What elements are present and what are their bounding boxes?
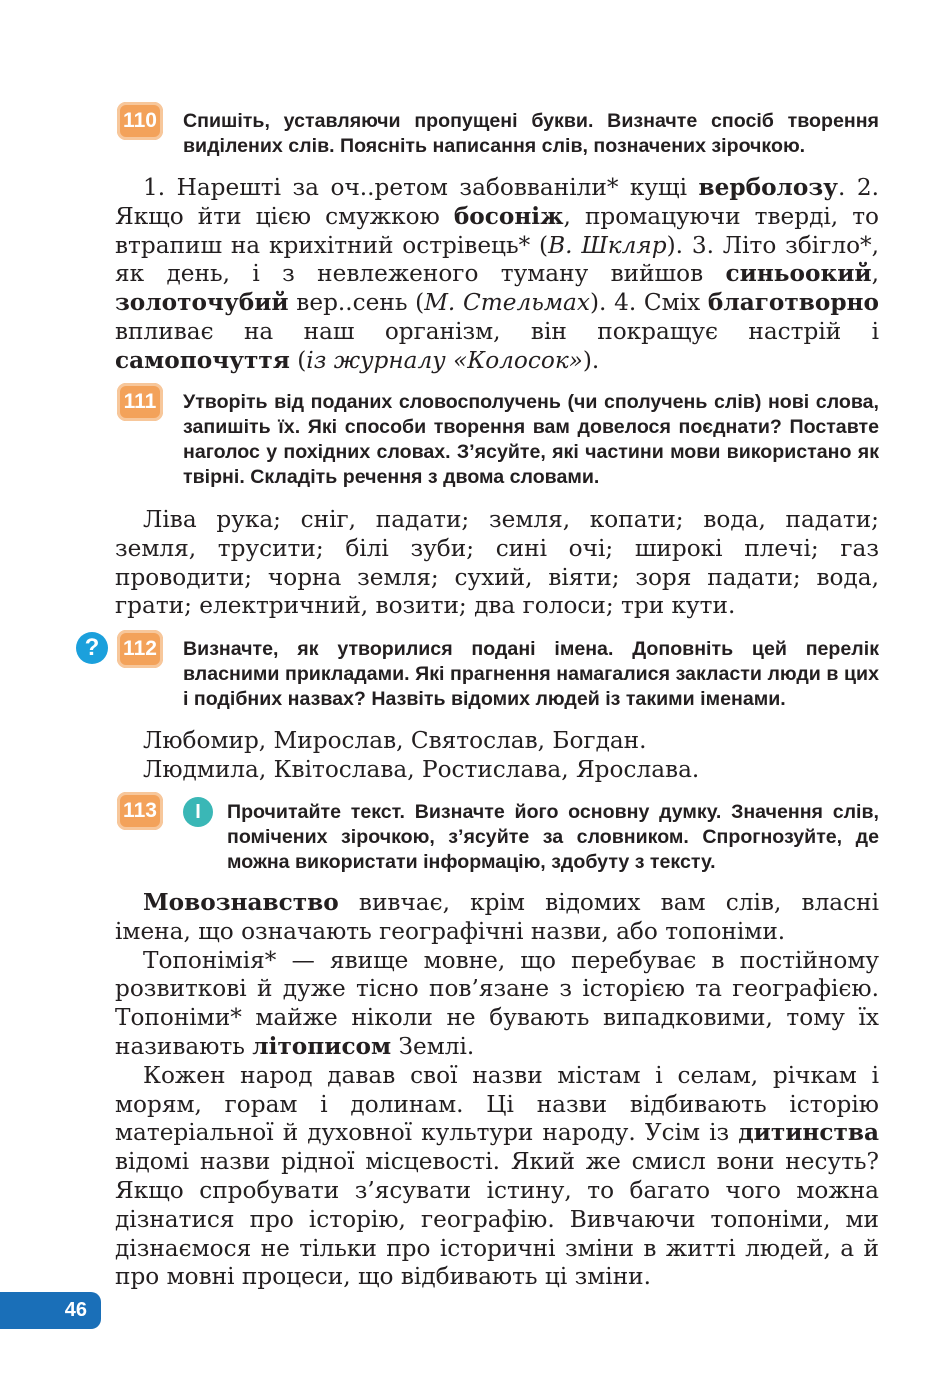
text-run: впливає на наш організм, він покращує настрій і bbox=[115, 317, 879, 345]
info-icon: І bbox=[183, 797, 213, 827]
names-line: Любомир, Мирослав, Святослав, Богдан. bbox=[143, 727, 647, 754]
bold-word: літописом bbox=[252, 1032, 392, 1060]
page-number bbox=[0, 1292, 101, 1329]
task-instruction: Утворіть від поданих словосполучень (чи сполучень слів) нові слова, запишіть їх. Які способи творення вам довелося поєднати? Поставте наголос у похідних словах. З’ясуйте, які частини мови використано як твірні. Складіть речення з двома словами. bbox=[183, 391, 879, 488]
text-run: Кожен народ давав свої назви містам і селам, річкам і морям, горам і долинам. Ці назви відбивають історію матеріальної й духовної культури народу. Усім із bbox=[115, 1061, 879, 1147]
text-run: , промацуючи тверді, то втрапиш на крихітний острівець* ( bbox=[115, 202, 879, 259]
text-run: Землі. bbox=[391, 1032, 475, 1060]
text-run: . 2. Якщо йти цією смужкою bbox=[115, 174, 879, 230]
page-number-label: 46 bbox=[64, 1299, 87, 1321]
task-number-badge: 113 bbox=[117, 792, 163, 830]
bold-word: босоніж bbox=[453, 202, 564, 230]
text-run: , bbox=[871, 260, 879, 288]
exercise-text bbox=[115, 506, 879, 621]
task-instruction: Спишіть, уставляючи пропущені букви. Визначте спосіб творення виділених слів. Поясніть написання слів, позначених зірочкою. bbox=[183, 110, 879, 157]
task-instruction: Прочитайте текст. Визначте його основну думку. Значення слів, помічених зірочкою, з’ясуйте за словником. Спрогнозуйте, де можна використати інформацію, здобуту з тексту. bbox=[227, 801, 879, 873]
bold-word: Мовознавство bbox=[143, 889, 339, 916]
text-run: вивчає, крім відомих вам слів, власні імена, що означають географічні назви, або топоніми. bbox=[115, 889, 879, 945]
question-icon: ? bbox=[76, 632, 108, 664]
bold-word: синьоокий bbox=[725, 260, 872, 288]
text-run: 1. Нарешті за оч..ретом забовваніли* кущі bbox=[143, 174, 699, 201]
text-run: ). 4. Сміх bbox=[589, 289, 708, 317]
bold-word: благотворно bbox=[707, 289, 879, 317]
bold-word: верболозу bbox=[698, 174, 838, 201]
exercise-text bbox=[115, 174, 879, 376]
text-run: ). bbox=[582, 346, 600, 374]
task-number-badge: 112 bbox=[117, 630, 163, 668]
word-list: Ліва рука; сніг, падати; земля, копати; вода, падати; земля, трусити; білі зуби; сині очі; широкі плечі; газ проводити; чорна земля; сухий, віяти; зоря падати; вода, грати; електричний, возити; два голоси; три кути. bbox=[115, 506, 879, 620]
text-run: ). 3. Літо збігло*, як день, і з невлеженого туману вийшов bbox=[115, 231, 879, 288]
text-run: ( bbox=[289, 346, 307, 374]
text-run: відомі назви рідної місцевості. Який же смисл вони несуть? Якщо спробувати з’ясувати істину, то багато чого можна дізнатися про історію, географію. Вивчаючи топоніми, ми дізнаємося не тільки про історичні зміни в житті людей, а й про мовні процеси, що відбивають ці зміни. bbox=[115, 1148, 879, 1291]
task-number-badge: 111 bbox=[117, 383, 163, 421]
task-instruction: Визначте, як утворилися подані імена. Доповніть цей перелік власними прикладами. Які прагнення намагалися закласти люди в цих і подібних назвах? Назвіть відомих людей із такими іменами. bbox=[183, 638, 879, 710]
task-number-badge: 110 bbox=[117, 102, 163, 140]
bold-word: самопочуття bbox=[115, 346, 290, 374]
names-line: Людмила, Квітослава, Ростислава, Ярослава. bbox=[143, 755, 700, 783]
source-name: із журналу «Колосок» bbox=[306, 346, 583, 374]
author-name: В. Шкляр bbox=[548, 231, 667, 259]
bold-word: дитинства bbox=[738, 1119, 879, 1147]
bold-word: золоточубий bbox=[115, 289, 289, 317]
reading-text bbox=[115, 889, 879, 1292]
text-run: Топонімія* — явище мовне, що перебуває в постійному розвиткові й дуже тісно пов’язане з історією та географією. Топоніми* майже ніколи не бувають випадковими, тому їх називають bbox=[115, 946, 879, 1060]
names-list bbox=[143, 727, 879, 785]
text-run: вер..сень ( bbox=[288, 289, 425, 317]
author-name: М. Стельмах bbox=[424, 289, 590, 317]
